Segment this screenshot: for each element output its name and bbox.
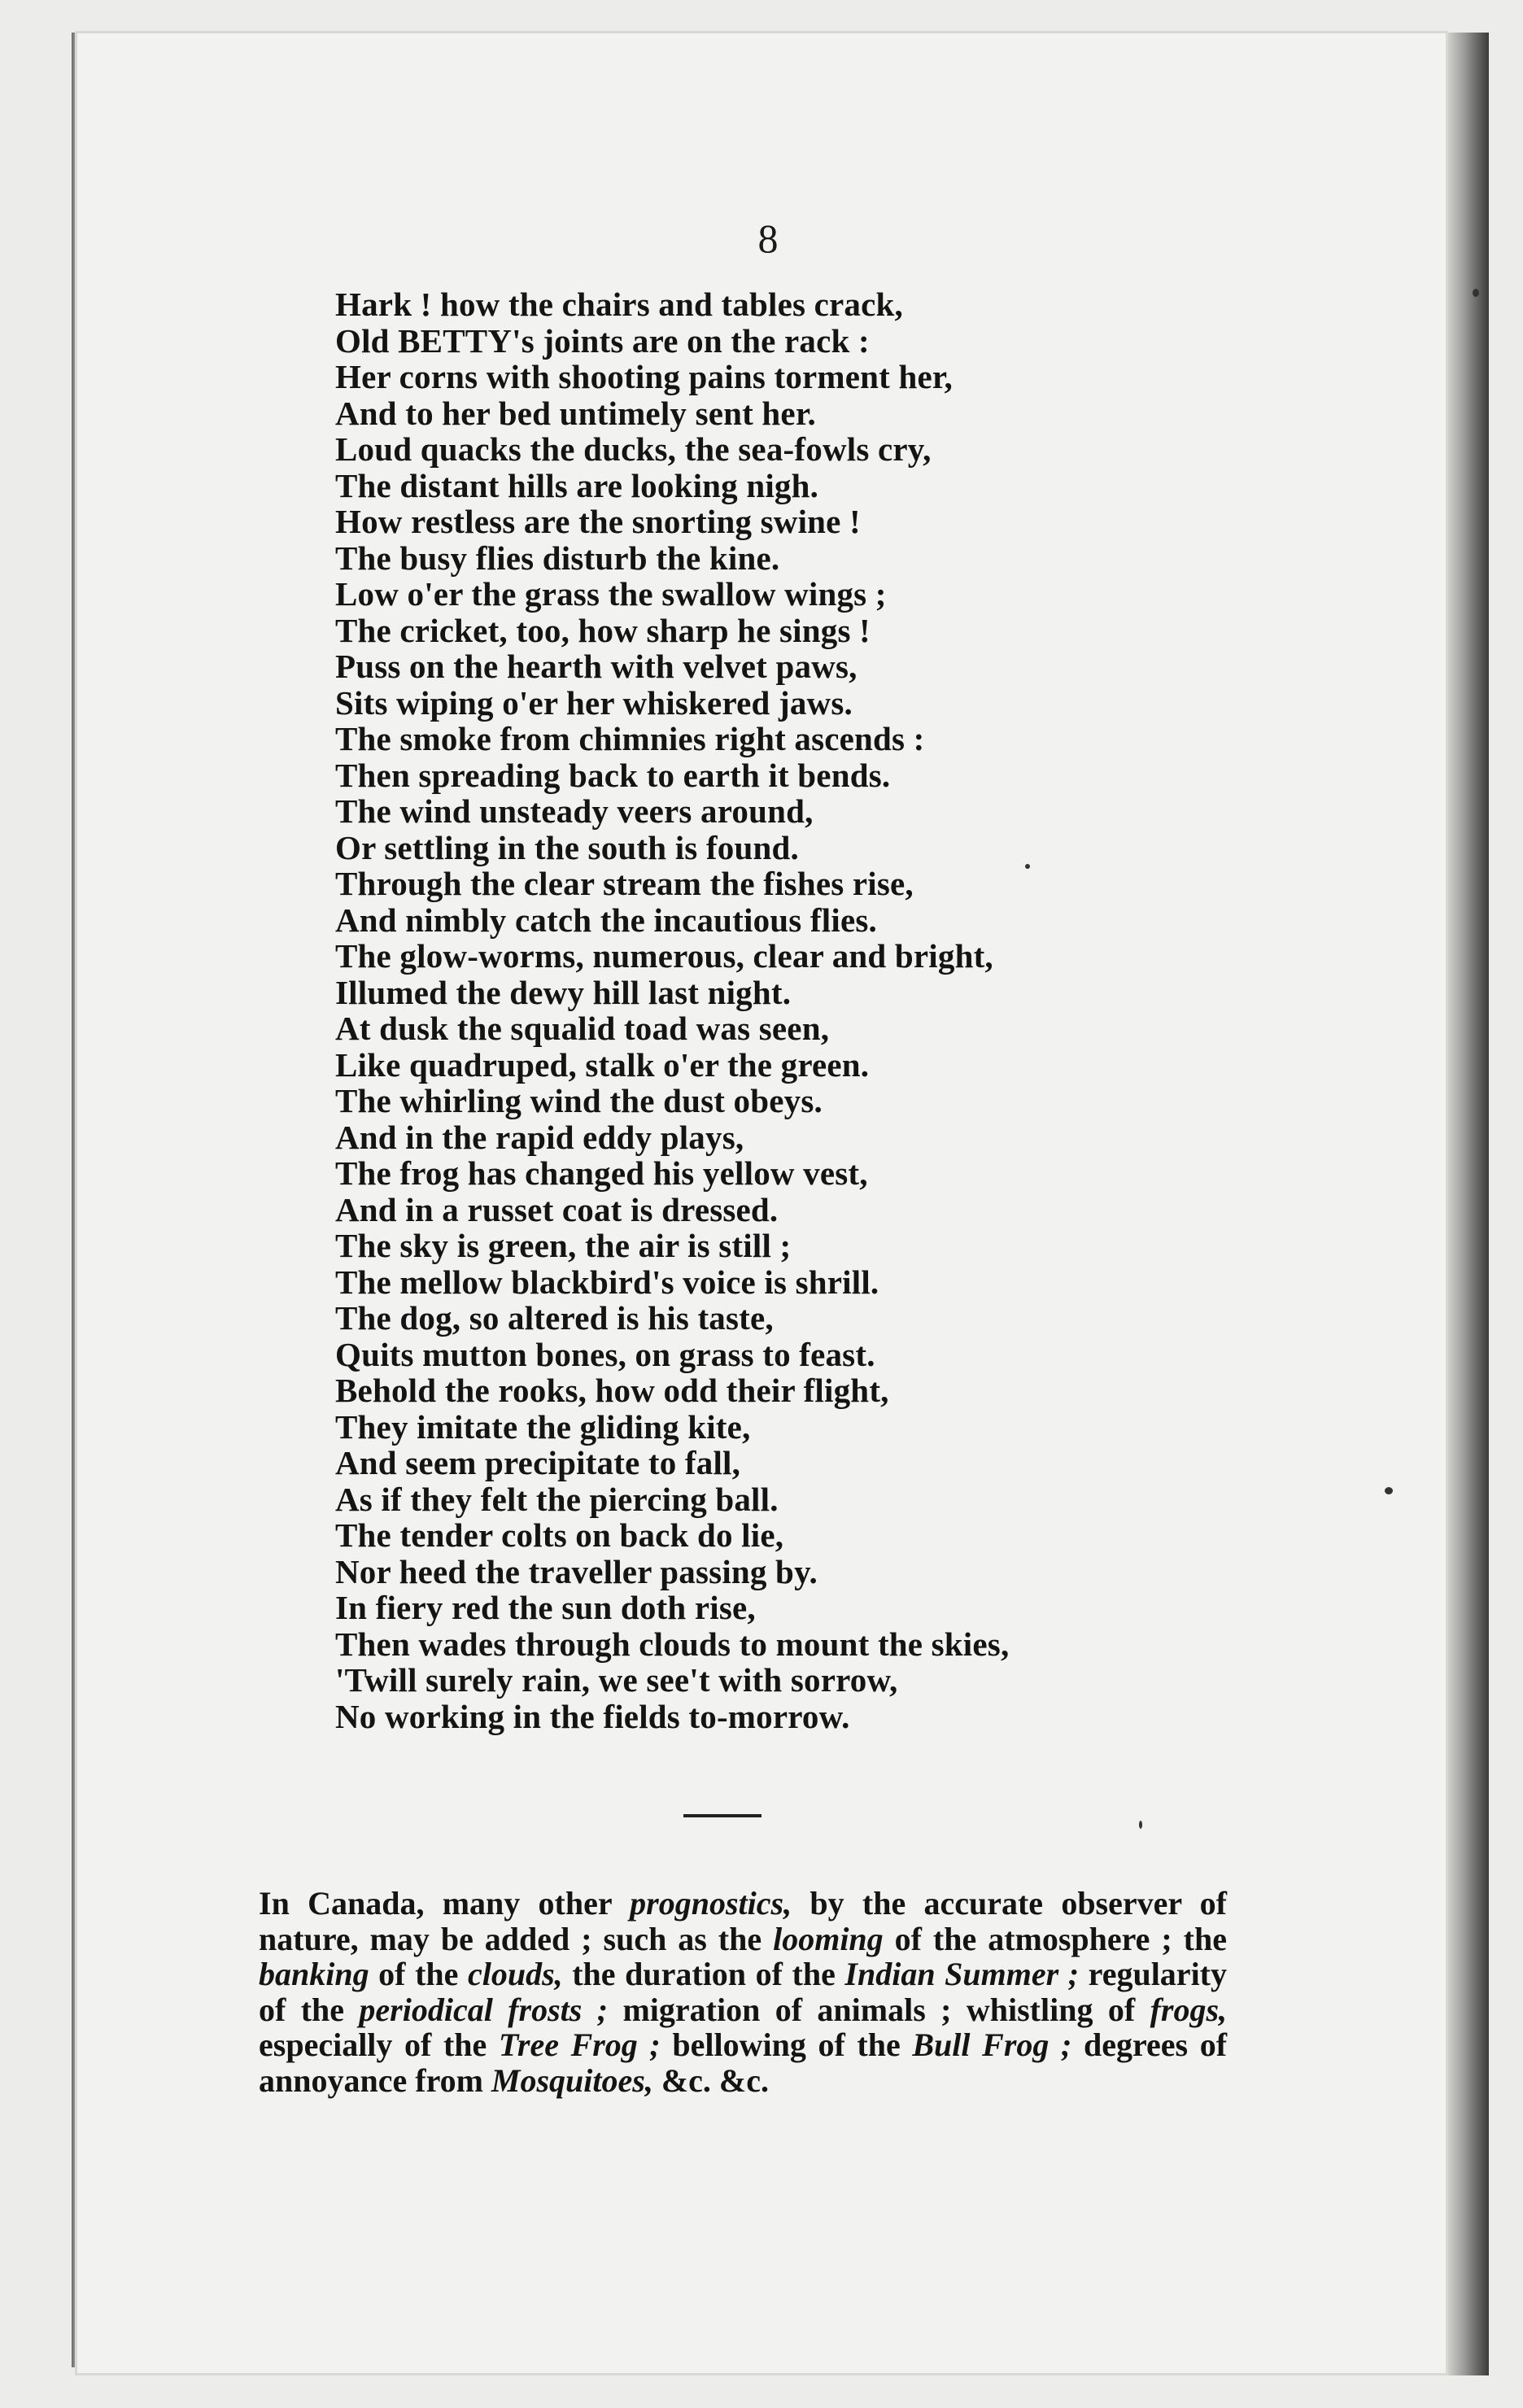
poem-line: The whirling wind the dust obeys. — [335, 1082, 823, 1119]
poem-line: Quits mutton bones, on grass to feast. — [335, 1335, 875, 1373]
poem-line: The glow-worms, numerous, clear and bright, — [335, 937, 993, 975]
poem-line: And seem precipitate to fall, — [335, 1444, 741, 1481]
italic-term: periodical frosts ; — [359, 1991, 609, 2028]
text-run: In Canada, many other — [259, 1885, 631, 1922]
text-run: by the accurate observer of nature, may be added ; such as the — [259, 1885, 1228, 1957]
poem-line: Through the clear stream the fishes rise, — [335, 865, 914, 902]
italic-term: prognostics, — [630, 1885, 792, 1922]
italic-term: Bull Frog ; — [912, 2026, 1072, 2063]
scan-speck — [1025, 864, 1030, 869]
poem-line: And nimbly catch the incautious flies. — [335, 901, 877, 939]
poem-line: Nor heed the traveller passing by. — [335, 1552, 818, 1590]
italic-term: Mosquitoes, — [491, 2061, 653, 2099]
poem-line: Like quadruped, stalk o'er the green. — [335, 1045, 870, 1084]
poem-line: The dog, so altered is his taste, — [335, 1299, 774, 1337]
poem-line: Then wades through clouds to mount the skies, — [335, 1625, 1010, 1663]
scan-speck — [1385, 1487, 1393, 1494]
poem-line: Sits wiping o'er her whiskered jaws. — [335, 683, 853, 722]
italic-term: Tree Frog ; — [498, 2026, 661, 2063]
poem-line: At dusk the squalid toad was seen, — [335, 1010, 830, 1047]
poem-line: The wind unsteady veers around, — [335, 792, 814, 830]
poem-line: Low o'er the grass the swallow wings ; — [335, 575, 887, 613]
poem-line: And in the rapid eddy plays, — [335, 1118, 744, 1156]
poem-line: Her corns with shooting pains torment her, — [335, 358, 953, 395]
text-run: migration of animals ; whistling of — [608, 1991, 1150, 2028]
poem-line: Behold the rooks, how odd their flight, — [335, 1372, 889, 1409]
poem-line: Illumed the dewy hill last night. — [335, 973, 792, 1011]
poem — [335, 286, 1393, 1734]
page-number: 8 — [757, 216, 779, 261]
text-run: bellowing of the — [660, 2026, 913, 2063]
text-run: &c. &c. — [652, 2061, 770, 2099]
poem-line: How restless are the snorting swine ! — [335, 503, 861, 540]
poem-line: 'Twill surely rain, we see't with sorrow, — [335, 1661, 898, 1699]
poem-line: Puss on the hearth with velvet paws, — [335, 648, 858, 685]
poem-line: And to her bed untimely sent her. — [335, 394, 816, 432]
poem-line: The distant hills are looking nigh. — [335, 466, 819, 504]
poem-line: The smoke from chimnies right ascends : — [335, 720, 925, 757]
poem-line: As if they felt the piercing ball. — [335, 1480, 779, 1518]
text-run: especially of the — [259, 2026, 499, 2063]
poem-line: No working in the fields to-morrow. — [335, 1697, 850, 1735]
poem-line: The tender colts on back do lie, — [335, 1516, 784, 1554]
italic-term: clouds, — [467, 1956, 563, 1992]
text-run: of the — [369, 1956, 468, 1992]
poem-line: Hark ! how the chairs and tables crack, — [335, 286, 903, 323]
text-run: the duration of the — [562, 1956, 845, 1992]
poem-line: The busy flies disturb the kine. — [335, 539, 780, 577]
poem-line: Or settling in the south is found. — [335, 828, 799, 866]
poem-line: The mellow blackbird's voice is shrill. — [335, 1263, 879, 1301]
italic-term: Indian Summer ; — [844, 1956, 1080, 1992]
poem-line: The frog has changed his yellow vest, — [335, 1154, 868, 1192]
poem-line: The cricket, too, how sharp he sings ! — [335, 611, 871, 649]
scan-speck — [1473, 289, 1479, 297]
poem-line: Then spreading back to earth it bends. — [335, 756, 891, 794]
scan-speck — [1139, 1821, 1142, 1829]
italic-term: frogs, — [1150, 1991, 1228, 2028]
poem-line: In fiery red the sun doth rise, — [335, 1589, 756, 1626]
poem-line: Loud quacks the ducks, the sea-fowls cry, — [335, 430, 932, 468]
section-divider — [683, 1814, 762, 1817]
closing-paragraph — [259, 1886, 1227, 2098]
italic-term: looming — [773, 1920, 884, 1957]
poem-line: The sky is green, the air is still ; — [335, 1227, 792, 1264]
text-run: degrees of annoyance from — [259, 2026, 1228, 2099]
poem-line: And in a russet coat is dressed. — [335, 1190, 779, 1228]
poem-line: They imitate the gliding kite, — [335, 1407, 751, 1446]
text-run: of the atmosphere ; the — [883, 1920, 1227, 1957]
page-edge-right — [1448, 33, 1489, 2375]
text-run: regularity of the — [259, 1956, 1227, 2028]
poem-line: Old BETTY's joints are on the rack : — [335, 321, 870, 360]
italic-term: banking — [259, 1956, 369, 1992]
